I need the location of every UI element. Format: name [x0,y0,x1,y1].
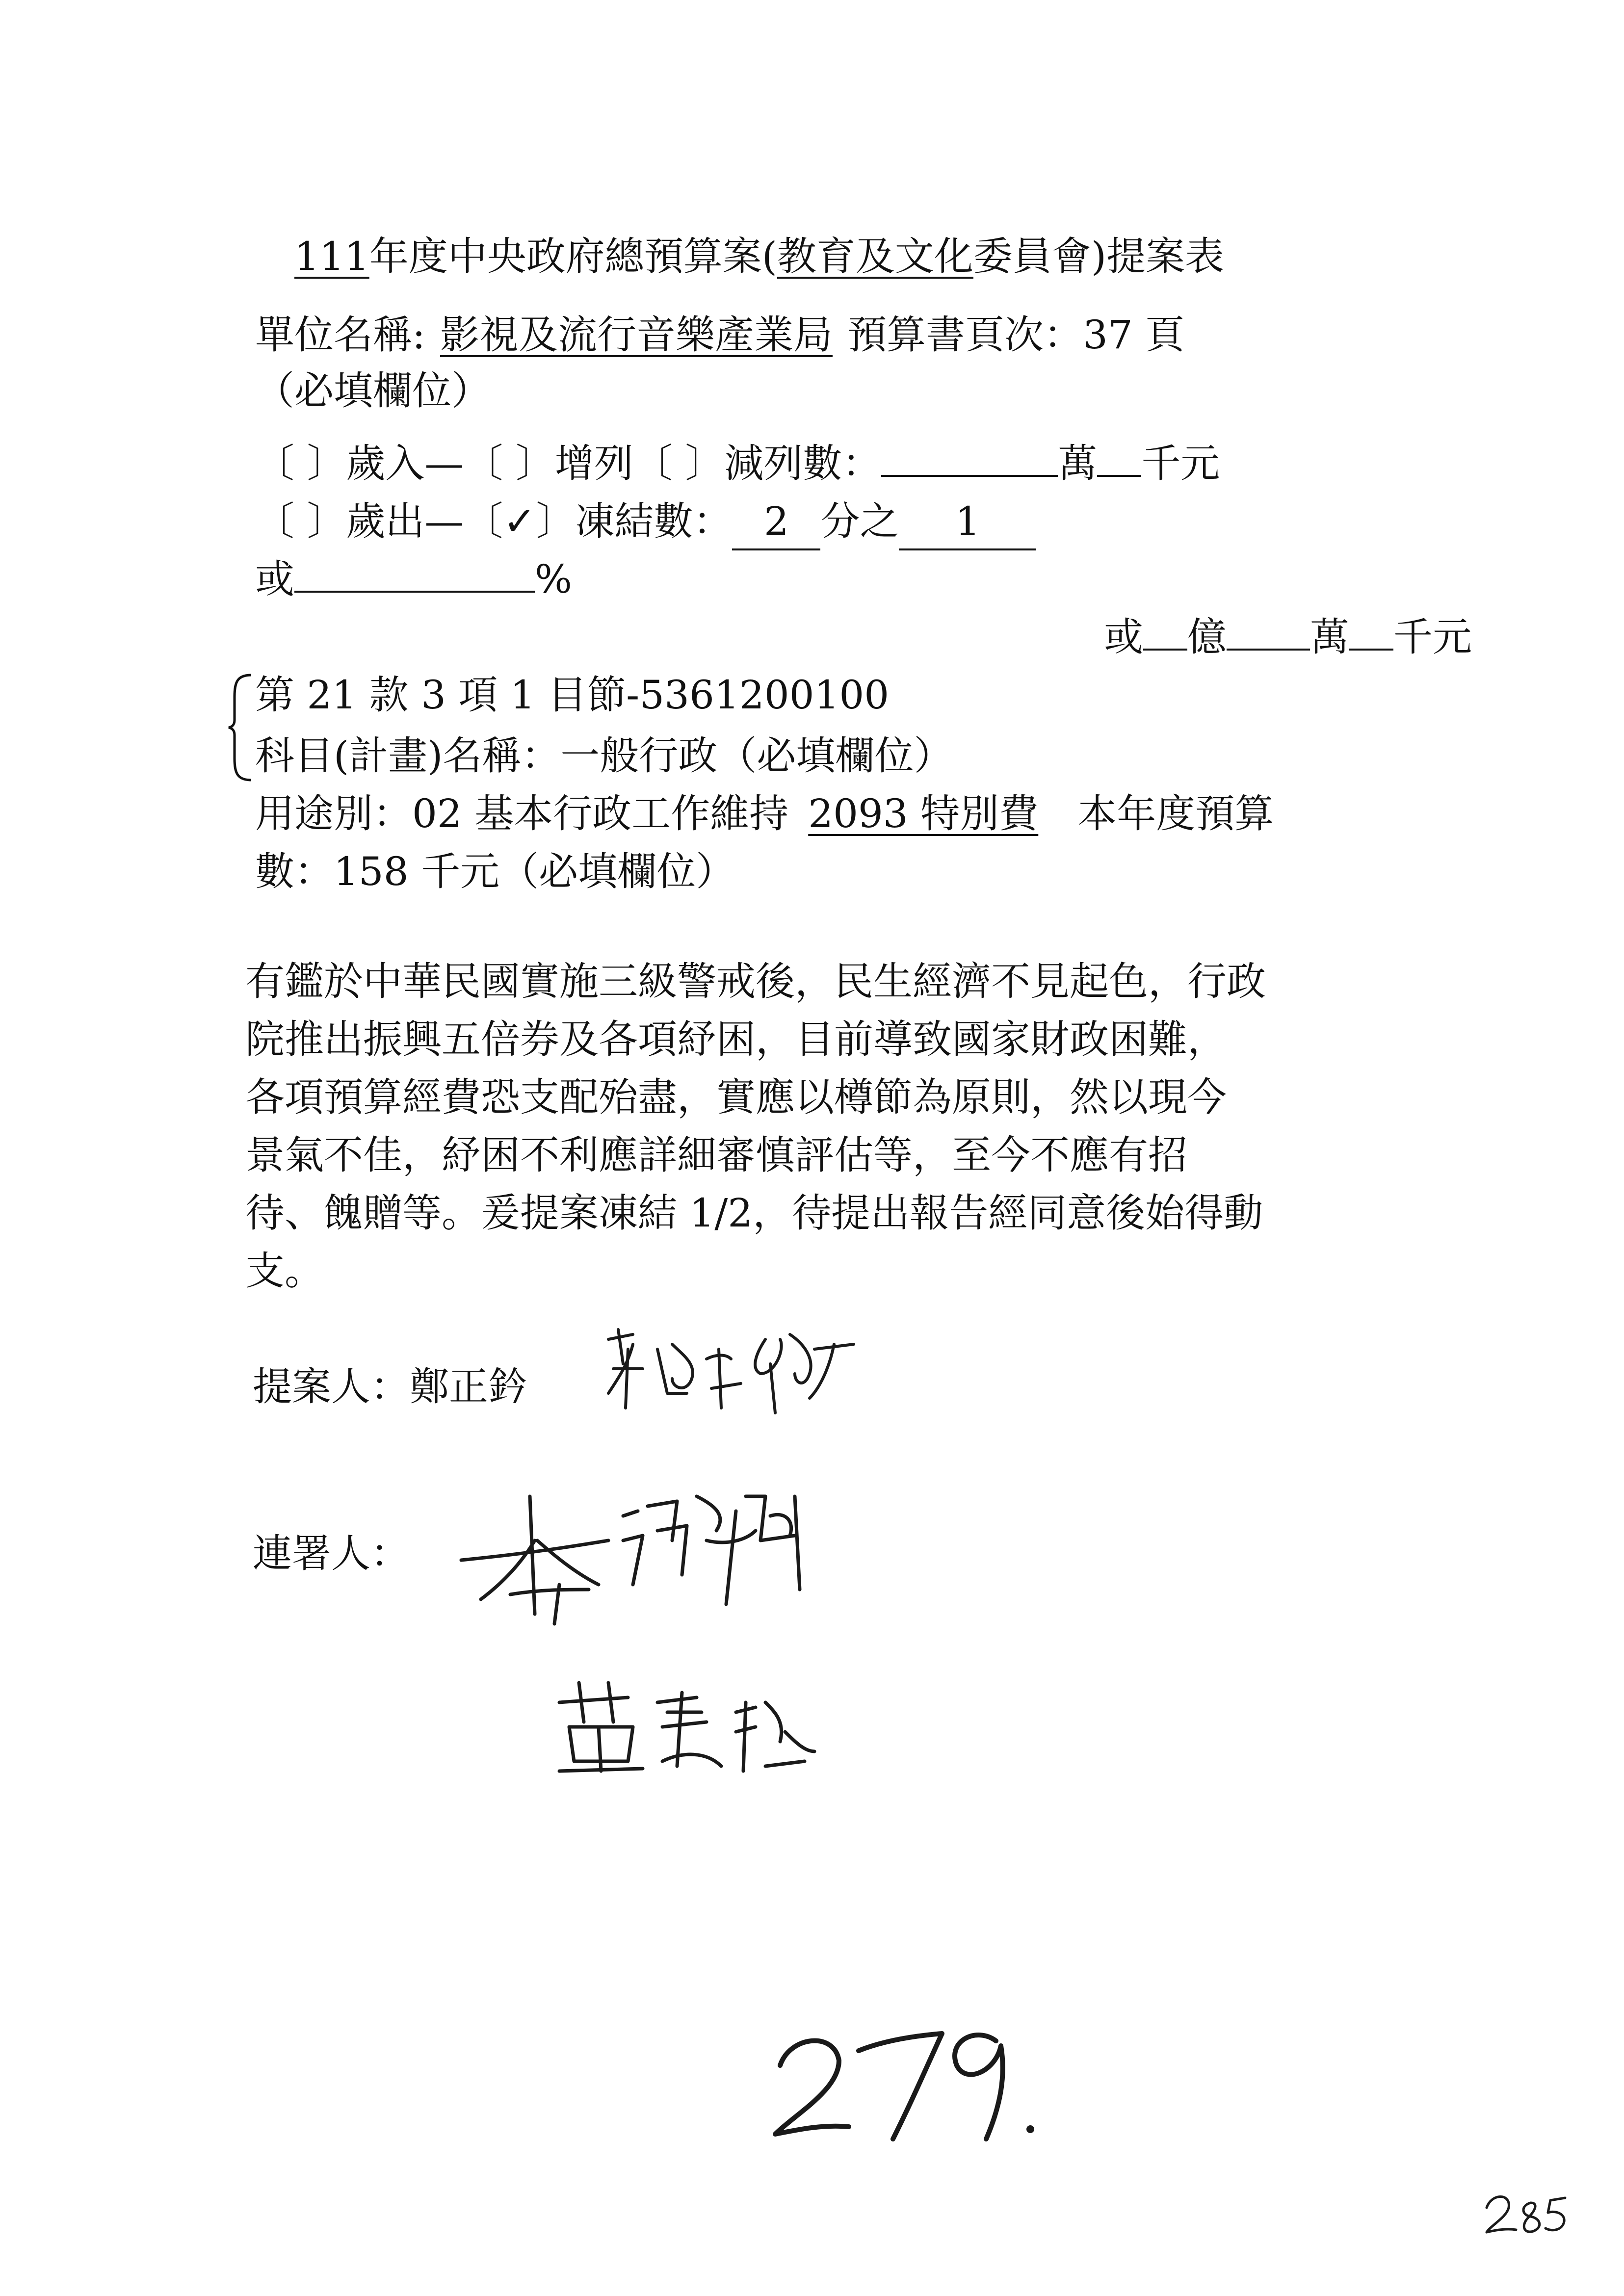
income-qian-yuan: 千元 [1141,441,1220,486]
body-line-3: 各項預算經費恐支配殆盡，實應以樽節為原則，然以現今 [245,1074,1227,1120]
body-line-2: 院推出振興五倍券及各項紓困，目前導致國家財政困難， [245,1017,1227,1062]
income-prefix: 〔 〕歲入—〔 〕增列〔 〕減列數： [255,441,882,486]
body-line-6: 支。 [245,1248,324,1294]
income-qian-blank [1097,444,1141,477]
item-line-3-a: 用途別：02 基本行政工作維持 [255,791,789,836]
or-label: 或 [255,556,294,602]
form-title [294,230,1224,284]
income-line [255,437,1220,491]
cosigner-signature-2 [550,1673,824,1781]
amount-qian-blank [1349,618,1393,651]
unit-line [255,308,1184,362]
numerator-value: 2 [764,498,789,544]
body-line-5: 待、餽贈等。爰提案凍結 1/2，待提出報告經同意後始得動 [245,1190,1263,1236]
cosigner-label: 連署人： [253,1531,410,1576]
amount-yi: 億 [1187,614,1227,660]
proposer-label: 提案人：鄭正鈐 [253,1364,527,1409]
proposer-signature [599,1320,873,1418]
amount-wan-blank [1227,618,1310,651]
denominator-value: 1 [955,498,980,544]
item-brace [227,673,256,782]
income-amount-blank [881,444,1058,477]
check-mark: ✓ [503,498,536,544]
denominator-field [899,495,1036,550]
amount-qian-yuan: 千元 [1393,614,1472,660]
percent-sign: % [535,556,573,602]
item-line-3 [255,787,1274,841]
cosigner-signature-1 [451,1467,844,1629]
expense-mid: 〕凍結數： [536,498,733,544]
title-committee: 教育及文化 [777,234,973,279]
title-year: 111 [294,234,369,279]
budget-page: 預算書頁次：37 頁 [847,312,1185,358]
item-line-3-b [788,791,1058,836]
title-text-b: 委員會)提案表 [973,234,1225,279]
amount-wan: 萬 [1310,614,1349,660]
expense-prefix: 〔 〕歲出—〔 [255,498,503,544]
amount-yi-blank [1143,618,1187,651]
numerator-field [732,495,820,550]
body-line-4: 景氣不佳，紓困不利應詳細審慎評估等，至今不應有招 [245,1132,1187,1178]
expense-line [255,495,1036,550]
corner-number [1482,2183,1570,2237]
fen-zhi: 分之 [820,498,899,544]
unit-label: 單位名稱: [255,312,425,358]
amount-or: 或 [1104,614,1143,660]
unit-name: 影視及流行音樂產業局 [440,312,833,358]
item-category-value: 2093 特別費 [808,791,1039,836]
handwritten-number [765,2007,1050,2149]
amount-line [1104,610,1472,664]
required-note-1: （必填欄位） [255,368,491,414]
percent-line [255,552,572,606]
item-line-2: 科目(計畫)名稱：一般行政（必填欄位） [255,733,953,779]
item-line-3-c: 本年度預算 [1077,791,1274,836]
percent-blank [294,560,535,593]
title-text-a: 年度中央政府總預算案( [369,234,777,279]
item-line-1: 第 21 款 3 項 1 目節-5361200100 [255,672,890,718]
item-line-4: 數：158 千元（必填欄位） [255,849,735,894]
body-line-1: 有鑑於中華民國實施三級警戒後，民生經濟不見起色，行政 [245,959,1266,1004]
income-wan: 萬 [1058,441,1098,486]
